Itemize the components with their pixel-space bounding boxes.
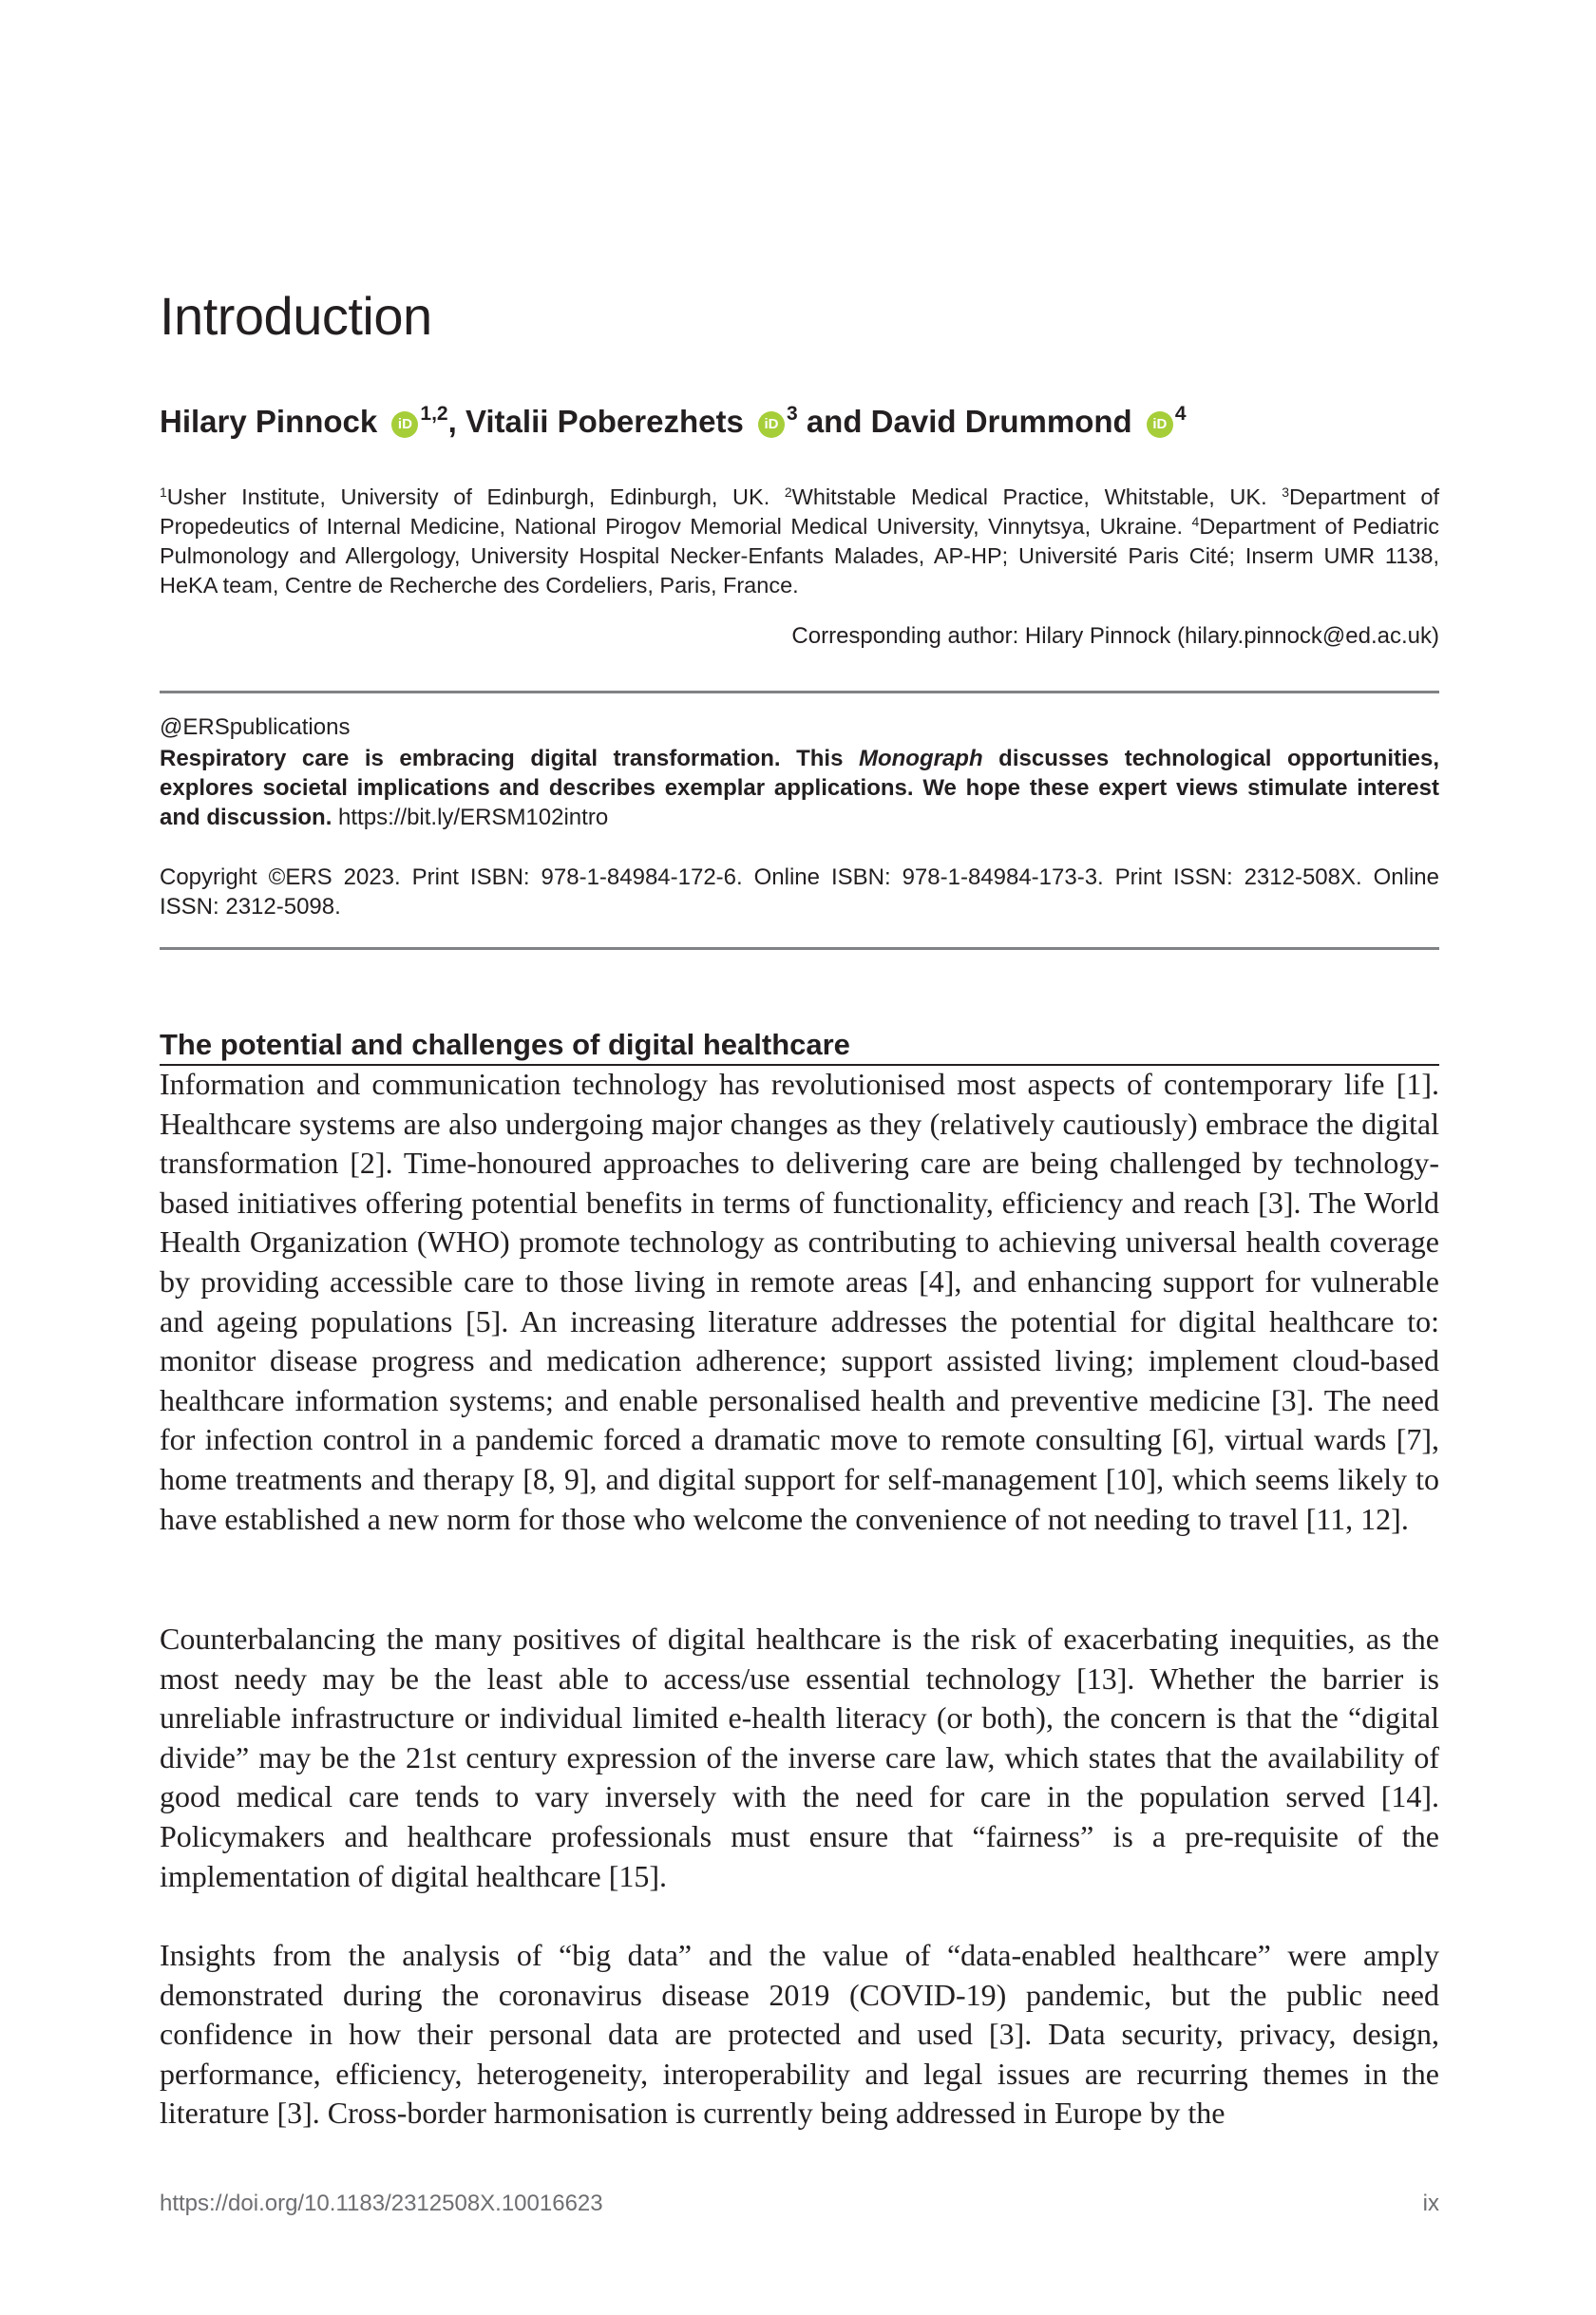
affiliation-mark: 3 xyxy=(1282,484,1290,500)
affiliation-text: Department of Pediatric Pulmonology and Allergology, University Hospital Necker-Enfants Malades, AP-HP; Université Paris Cité; Inserm UMR 1138, HeKA team, Centre de Recherche des Cordeliers, Paris, France. xyxy=(160,514,1439,598)
section-heading: The potential and challenges of digital healthcare xyxy=(160,1028,1439,1066)
body-paragraph: Information and communication technology has revolutionised most aspects of contemporary life [1]. Healthcare systems are also undergoing major changes as they (relatively cautiously) embrace the digital transformation [2]. Time-honoured approaches to delivering care are being challenged by technology-based initiatives offering potential benefits in terms of functionality, efficiency and reach [3]. The World Health Organization (WHO) promote technology as contributing to achieving universal health coverage by providing accessible care to those living in remote areas [4], and enhancing support for vulnerable and ageing populations [5]. An increasing literature addresses the potential for digital healthcare to: monitor disease progress and medication adherence; support assisted living; implement cloud-based healthcare information systems; and enable personalised health and preventive medicine [3]. The need for infection control in a pandemic forced a dramatic move to remote consulting [6], virtual wards [7], home treatments and therapy [8, 9], and digital support for self-management [10], which seems likely to have established a new norm for those who welcome the convenience of not needing to travel [11, 12]. xyxy=(160,1067,1439,1536)
affiliation-mark: 1 xyxy=(160,484,167,500)
tweet-italic: Monograph xyxy=(858,746,983,771)
article-title: Introduction xyxy=(160,286,432,346)
tweet-link[interactable]: https://bit.ly/ERSM102intro xyxy=(332,805,609,830)
body-paragraph: Insights from the analysis of “big data” and the value of “data-enabled healthcare” were amply demonstrated during the coronavirus disease 2019 (COVID-19) pandemic, but the public need confidence in how their personal data are protected and used [3]. Data security, privacy, design, performance, efficiency, heterogeneity, interoperability and legal issues are recurring themes in the literature [3]. Cross-border harmonisation is currently being addressed in Europe by the xyxy=(160,1938,1439,2131)
divider xyxy=(160,947,1439,950)
affiliation-mark: 4 xyxy=(1191,514,1200,529)
author-affiliation-marks: 4 xyxy=(1174,403,1187,425)
page-number: ix xyxy=(1422,2191,1439,2216)
affiliation-text: Whitstable Medical Practice, Whitstable, UK. xyxy=(791,484,1282,509)
author-affiliation-marks: 3 xyxy=(786,403,798,425)
author-list xyxy=(160,403,1187,440)
affiliation-text: Department of Propedeutics of Internal Medicine, National Pirogov Memorial Medical University, Vinnytsya, Ukraine. xyxy=(160,484,1446,539)
copyright-notice: Copyright ©ERS 2023. Print ISBN: 978-1-84984-172-6. Online ISBN: 978-1-84984-173-3. Print ISSN: 2312-508X. Online ISSN: 2312-5098. xyxy=(160,864,1439,920)
author-name: David Drummond xyxy=(870,404,1132,439)
author-separator: and xyxy=(797,404,871,439)
corresponding-author: Corresponding author: Hilary Pinnock (hilary.pinnock@ed.ac.uk) xyxy=(791,623,1439,649)
divider xyxy=(160,691,1439,693)
author-name: Vitalii Poberezhets xyxy=(465,404,744,439)
affiliation-mark: 2 xyxy=(784,484,792,500)
tweet-text: Respiratory care is embracing digital transformation. This xyxy=(160,746,859,771)
orcid-icon[interactable]: iD xyxy=(1147,411,1173,438)
footer-doi-link[interactable]: https://doi.org/10.1183/2312508X.10016623 xyxy=(160,2191,603,2216)
tweet-text: discusses technological opportunities, explores societal implications and describes exemplar applications. We hope these expert views stimulate interest and discussion. xyxy=(160,746,1440,830)
orcid-icon[interactable]: iD xyxy=(391,411,418,438)
affiliation-text: Usher Institute, University of Edinburgh, Edinburgh, UK. xyxy=(166,484,785,509)
orcid-icon[interactable]: iD xyxy=(758,411,785,438)
tweetable-abstract xyxy=(160,744,1439,832)
author-affiliation-marks: 1,2 xyxy=(420,403,448,425)
twitter-handle: @ERSpublications xyxy=(160,714,351,740)
author-separator: , xyxy=(447,404,466,439)
body-paragraph: Counterbalancing the many positives of digital healthcare is the risk of exacerbating inequities, as the most needy may be the least able to access/use essential technology [13]. Whether the barrier is unreliable infrastructure or individual limited e-health literacy (or both), the concern is that the “digital divide” may be the 21st century expression of the inverse care law, which states that the availability of good medical care tends to vary inversely with the need for care in the population served [14]. Policymakers and healthcare professionals must ensure that “fairness” is a pre-requisite of the implementation of digital healthcare [15]. xyxy=(160,1622,1439,1893)
affiliations xyxy=(160,483,1446,600)
author-name: Hilary Pinnock xyxy=(160,404,378,439)
